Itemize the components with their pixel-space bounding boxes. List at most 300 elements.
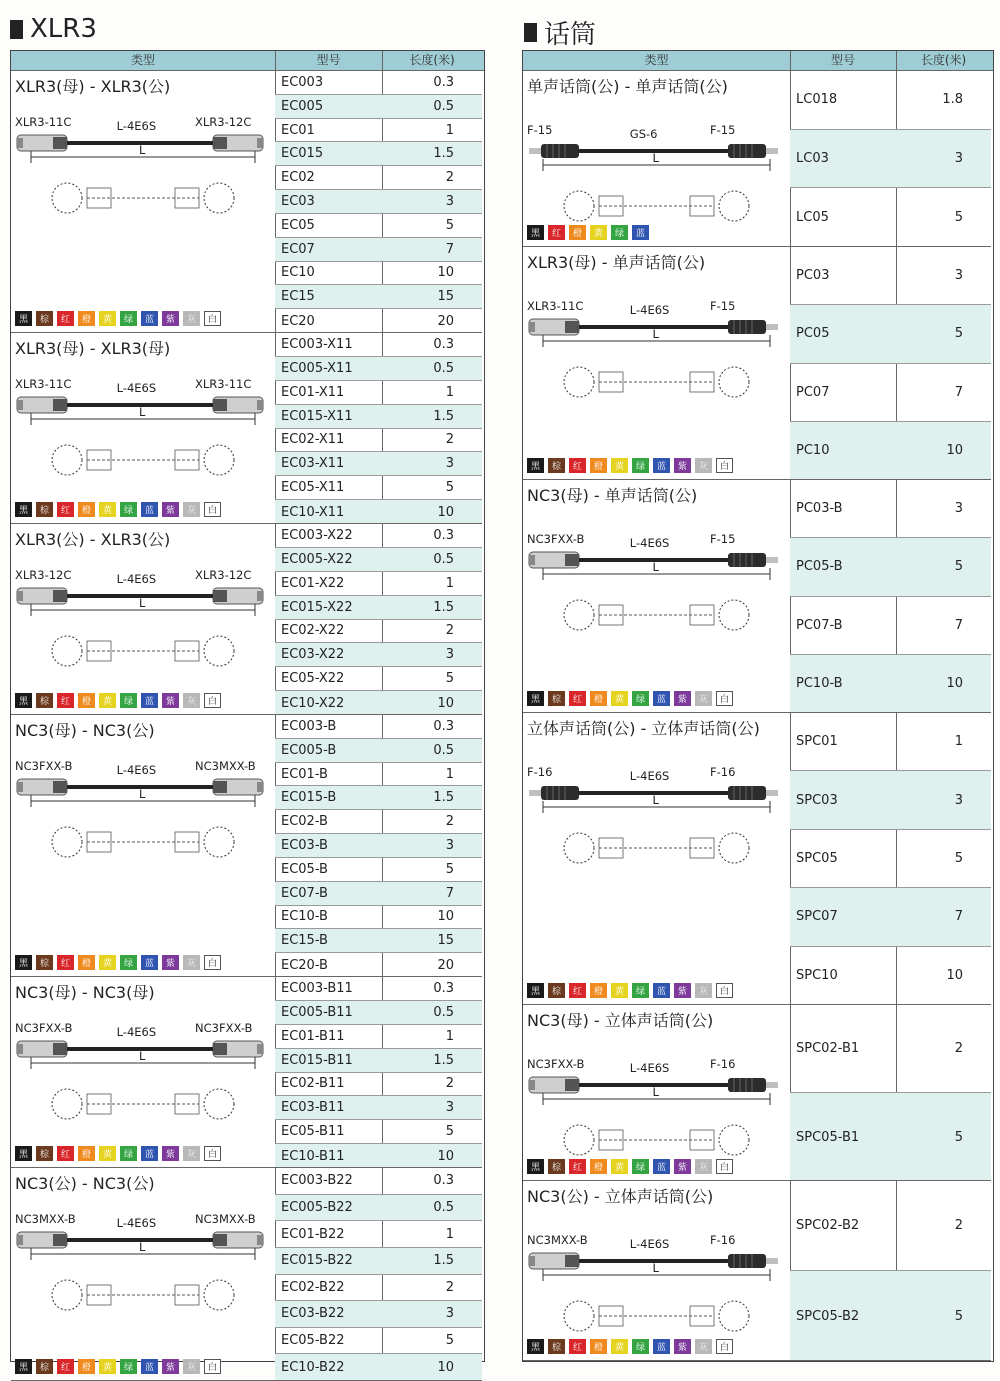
table-row xyxy=(275,1168,482,1195)
color-swatch: 橙 xyxy=(78,955,95,970)
length-value: 0.3 xyxy=(433,1173,454,1189)
length-value: 3 xyxy=(382,834,482,857)
table-header xyxy=(11,51,484,71)
table-row xyxy=(790,1093,991,1181)
table-row xyxy=(790,713,991,771)
model-number: EC05 xyxy=(281,217,315,233)
color-options xyxy=(527,691,733,706)
length-mark: L xyxy=(652,327,659,341)
color-swatch: 绿 xyxy=(120,502,137,517)
column-header: 类型 xyxy=(644,53,669,67)
right-connector-label: XLR3-12C xyxy=(195,115,252,129)
table-row xyxy=(790,305,991,363)
color-swatch: 黑 xyxy=(527,983,544,998)
xlr3-table xyxy=(10,50,485,1376)
left-connector-label: NC3FXX-B xyxy=(15,759,73,773)
color-swatch: 紫 xyxy=(162,502,179,517)
length-value: 7 xyxy=(954,617,963,633)
model-number: EC02-X11 xyxy=(281,432,345,448)
table-row xyxy=(275,596,482,620)
table-row xyxy=(275,906,482,930)
product-group xyxy=(523,713,991,1005)
cable-type-label: L-4E6S xyxy=(116,572,157,586)
length-mark: L xyxy=(652,151,659,165)
color-swatch: 绿 xyxy=(632,983,649,998)
color-swatch: 棕 xyxy=(548,458,565,473)
model-number: EC01-B xyxy=(281,766,328,782)
pin-diagram-icon xyxy=(204,445,234,475)
table-row xyxy=(275,333,482,357)
connector-icon xyxy=(213,588,263,604)
color-swatch: 红 xyxy=(569,458,586,473)
group-title: NC3(公) - 立体声话筒(公) xyxy=(527,1187,714,1206)
connector-icon xyxy=(213,397,263,413)
table-row xyxy=(790,1005,991,1093)
model-number: EC015-B22 xyxy=(275,1248,382,1274)
color-swatch: 红 xyxy=(569,1159,586,1174)
color-swatch: 白 xyxy=(716,1339,733,1354)
model-number: EC01-B11 xyxy=(281,1028,345,1044)
group-title: 立体声话筒(公) - 立体声话筒(公) xyxy=(527,719,760,738)
model-number: EC02 xyxy=(281,170,315,186)
model-number: PC07 xyxy=(796,384,830,400)
length-value: 3 xyxy=(382,452,482,475)
cable-type-label: L-4E6S xyxy=(116,1216,157,1230)
model-number: EC015-B xyxy=(275,786,382,809)
column-header: 长度(米) xyxy=(920,53,967,67)
table-row xyxy=(275,119,482,143)
group-title: NC3(母) - NC3(母) xyxy=(15,983,155,1002)
pin-diagram-icon xyxy=(52,1089,82,1119)
length-value: 3 xyxy=(954,268,963,284)
color-swatch: 黑 xyxy=(15,1146,32,1161)
pin-diagram-icon xyxy=(564,191,594,221)
color-swatch: 橙 xyxy=(590,1339,607,1354)
color-options xyxy=(15,955,221,970)
left-connector-label: F-16 xyxy=(527,765,553,779)
left-connector-label: NC3MXX-B xyxy=(527,1233,588,1247)
pin-diagram-icon xyxy=(719,1125,749,1155)
color-options xyxy=(15,1359,221,1374)
table-row xyxy=(275,739,482,763)
model-number: PC05-B xyxy=(790,538,896,595)
length-value: 1.5 xyxy=(382,786,482,809)
model-number: EC10-B22 xyxy=(275,1354,382,1381)
right-connector-label: XLR3-11C xyxy=(195,377,252,391)
color-swatch: 棕 xyxy=(36,502,53,517)
table-row xyxy=(275,620,482,644)
table-row xyxy=(275,763,482,787)
length-value: 1 xyxy=(445,766,454,782)
model-number: EC005-B xyxy=(275,739,382,762)
color-swatch: 红 xyxy=(57,1146,74,1161)
length-value: 3 xyxy=(382,643,482,666)
color-swatch: 棕 xyxy=(36,1146,53,1161)
table-row xyxy=(790,247,991,305)
model-number: SPC10 xyxy=(796,968,838,984)
length-mark: L xyxy=(139,596,146,610)
color-swatch: 白 xyxy=(204,1146,221,1161)
length-value: 1 xyxy=(445,1028,454,1044)
color-swatch: 黄 xyxy=(99,693,116,708)
table-row xyxy=(275,548,482,572)
color-swatch: 灰 xyxy=(695,691,712,706)
color-swatch: 绿 xyxy=(120,1359,137,1374)
color-swatch: 红 xyxy=(57,1359,74,1374)
pin-diagram-icon xyxy=(719,1301,749,1331)
length-value: 3 xyxy=(382,190,482,213)
connector-icon xyxy=(17,1232,67,1248)
table-row xyxy=(275,929,482,953)
cable-type-label: L-4E6S xyxy=(116,381,157,395)
color-swatch: 紫 xyxy=(162,1359,179,1374)
group-title: NC3(母) - 立体声话筒(公) xyxy=(527,1011,714,1030)
product-group xyxy=(523,1181,991,1361)
table-row xyxy=(275,1096,482,1120)
length-value: 10 xyxy=(382,691,482,715)
color-swatch: 绿 xyxy=(120,1146,137,1161)
length-value: 15 xyxy=(382,929,482,952)
model-number: EC005 xyxy=(275,95,382,118)
length-value: 1 xyxy=(445,575,454,591)
model-number: EC005-B11 xyxy=(275,1001,382,1024)
color-swatch: 黑 xyxy=(527,1159,544,1174)
table-row xyxy=(275,786,482,810)
model-number: EC15 xyxy=(275,285,382,308)
model-number: EC003-X11 xyxy=(281,336,353,352)
color-swatch: 紫 xyxy=(162,693,179,708)
length-value: 10 xyxy=(382,500,482,524)
connector-icon xyxy=(17,135,67,151)
color-swatch: 绿 xyxy=(632,458,649,473)
length-value: 1 xyxy=(954,734,963,750)
color-options xyxy=(527,458,733,473)
length-value: 1 xyxy=(445,1226,454,1242)
model-number: EC03-B11 xyxy=(275,1096,382,1119)
product-group xyxy=(523,1005,991,1181)
color-swatch: 蓝 xyxy=(653,983,670,998)
color-swatch: 红 xyxy=(569,691,586,706)
table-row xyxy=(275,405,482,429)
model-number: EC10 xyxy=(281,265,315,281)
color-swatch: 黄 xyxy=(99,502,116,517)
length-mark: L xyxy=(139,143,146,157)
model-number: EC005-X11 xyxy=(275,357,382,380)
pin-diagram-icon xyxy=(52,183,82,213)
color-swatch: 紫 xyxy=(674,691,691,706)
color-swatch: 紫 xyxy=(674,1339,691,1354)
connector-icon xyxy=(529,1253,579,1269)
table-row xyxy=(275,1354,482,1381)
model-number: EC05-B xyxy=(281,861,328,877)
model-number: EC10-X11 xyxy=(275,500,382,524)
model-number: EC005-B22 xyxy=(275,1195,382,1221)
length-value: 0.5 xyxy=(382,1195,482,1221)
length-value: 5 xyxy=(445,671,454,687)
model-number: EC003-X22 xyxy=(281,527,353,543)
length-value: 5 xyxy=(445,1333,454,1349)
length-value: 2 xyxy=(445,1279,454,1295)
table-row xyxy=(275,190,482,214)
pin-diagram-icon xyxy=(204,1280,234,1310)
length-value: 3 xyxy=(954,501,963,517)
length-value: 0.5 xyxy=(382,1001,482,1024)
table-row xyxy=(275,71,482,95)
color-swatch: 灰 xyxy=(695,1159,712,1174)
length-mark: L xyxy=(139,1240,146,1254)
table-row xyxy=(275,309,482,333)
length-value: 0.3 xyxy=(433,74,454,90)
length-value: 0.5 xyxy=(382,739,482,762)
color-swatch: 黄 xyxy=(99,1146,116,1161)
model-number: PC10-B xyxy=(790,655,896,713)
length-value: 1.5 xyxy=(382,142,482,165)
color-swatch: 灰 xyxy=(183,502,200,517)
color-options xyxy=(527,1339,733,1354)
color-swatch: 灰 xyxy=(183,693,200,708)
length-value: 1.5 xyxy=(382,405,482,428)
pin-diagram-icon xyxy=(204,1089,234,1119)
table-row xyxy=(790,538,991,596)
color-swatch: 橙 xyxy=(569,225,586,240)
color-swatch: 蓝 xyxy=(141,955,158,970)
length-value: 1.5 xyxy=(382,1248,482,1274)
pin-diagram-icon xyxy=(719,600,749,630)
color-swatch: 黑 xyxy=(15,502,32,517)
left-connector-label: NC3FXX-B xyxy=(15,1021,73,1035)
model-number: EC01 xyxy=(281,122,315,138)
model-number: EC10-B11 xyxy=(275,1144,382,1168)
cable-type-label: L-4E6S xyxy=(116,763,157,777)
column-header: 型号 xyxy=(830,53,855,67)
right-connector-label: F-16 xyxy=(710,765,736,779)
xlr3-section-title: XLR3 xyxy=(10,14,97,44)
model-number: EC10-B xyxy=(281,909,328,925)
color-swatch: 棕 xyxy=(36,1359,53,1374)
table-row xyxy=(790,480,991,538)
table-row xyxy=(275,691,482,715)
color-swatch: 紫 xyxy=(162,955,179,970)
length-mark: L xyxy=(652,560,659,574)
color-options xyxy=(15,502,221,517)
right-connector-label: NC3MXX-B xyxy=(195,1212,256,1226)
table-row xyxy=(275,572,482,596)
color-swatch: 红 xyxy=(57,502,74,517)
connector-icon xyxy=(728,553,778,567)
table-row xyxy=(275,524,482,548)
length-value: 2 xyxy=(445,814,454,830)
left-connector-label: NC3FXX-B xyxy=(527,532,585,546)
model-number: SPC02-B2 xyxy=(796,1218,860,1233)
length-mark: L xyxy=(652,1261,659,1275)
table-row xyxy=(275,1049,482,1073)
table-row xyxy=(275,476,482,500)
color-swatch: 绿 xyxy=(632,1159,649,1174)
model-number: PC07-B xyxy=(796,617,843,633)
color-swatch: 橙 xyxy=(590,691,607,706)
group-title: XLR3(公) - XLR3(公) xyxy=(15,530,171,549)
length-value: 5 xyxy=(445,480,454,496)
color-swatch: 红 xyxy=(57,955,74,970)
length-value: 2 xyxy=(445,1076,454,1092)
color-swatch: 橙 xyxy=(590,983,607,998)
connector-icon xyxy=(213,1232,263,1248)
length-value: 5 xyxy=(896,1271,991,1361)
table-row xyxy=(790,888,991,946)
table-row xyxy=(275,452,482,476)
table-header xyxy=(523,51,993,71)
length-value: 10 xyxy=(896,422,991,480)
right-connector-label: F-15 xyxy=(710,123,736,137)
pin-diagram-icon xyxy=(204,827,234,857)
length-value: 7 xyxy=(382,238,482,261)
color-swatch: 白 xyxy=(204,955,221,970)
color-swatch: 白 xyxy=(716,691,733,706)
table-row xyxy=(275,285,482,309)
table-row xyxy=(275,262,482,286)
group-title: 单声话筒(公) - 单声话筒(公) xyxy=(527,77,728,96)
color-swatch: 绿 xyxy=(632,691,649,706)
length-value: 10 xyxy=(896,655,991,713)
left-connector-label: F-15 xyxy=(527,123,553,137)
color-options xyxy=(15,311,221,326)
model-number: SPC07 xyxy=(790,888,896,945)
model-number: EC015-B11 xyxy=(275,1049,382,1072)
model-number: SPC05 xyxy=(796,850,838,866)
group-title: XLR3(母) - XLR3(母) xyxy=(15,339,171,358)
table-row xyxy=(275,643,482,667)
color-swatch: 白 xyxy=(204,693,221,708)
color-swatch: 棕 xyxy=(548,1339,565,1354)
color-swatch: 紫 xyxy=(162,311,179,326)
model-number: PC10 xyxy=(790,422,896,480)
color-swatch: 黑 xyxy=(15,955,32,970)
color-swatch: 蓝 xyxy=(653,1159,670,1174)
connector-icon xyxy=(17,1041,67,1057)
color-swatch: 黄 xyxy=(611,458,628,473)
color-swatch: 橙 xyxy=(78,311,95,326)
length-value: 5 xyxy=(896,1093,991,1181)
pin-diagram-icon xyxy=(204,636,234,666)
color-swatch: 蓝 xyxy=(141,693,158,708)
length-value: 0.3 xyxy=(433,980,454,996)
column-header: 型号 xyxy=(316,53,341,67)
color-options xyxy=(527,1159,733,1174)
color-swatch: 黄 xyxy=(611,691,628,706)
column-header: 类型 xyxy=(130,53,155,67)
connector-icon xyxy=(728,144,778,158)
color-swatch: 黑 xyxy=(15,1359,32,1374)
connector-icon xyxy=(728,320,778,334)
length-value: 10 xyxy=(437,909,454,925)
table-row xyxy=(790,655,991,713)
microphone-section-title: 话筒 xyxy=(524,14,596,51)
table-row xyxy=(790,188,991,247)
connector-icon xyxy=(529,786,579,800)
cable-type-label: L-4E6S xyxy=(116,119,157,133)
table-row xyxy=(790,422,991,480)
model-number: EC05-B22 xyxy=(281,1333,345,1349)
model-number: EC07 xyxy=(275,238,382,261)
right-connector-label: F-15 xyxy=(710,532,736,546)
product-group xyxy=(523,480,991,713)
length-value: 5 xyxy=(954,210,963,226)
table-row xyxy=(275,1248,482,1275)
table-row xyxy=(275,1328,482,1355)
cable-type-label: L-4E6S xyxy=(629,303,670,317)
table-row xyxy=(275,1301,482,1328)
length-value: 3 xyxy=(896,771,991,828)
color-swatch: 蓝 xyxy=(141,1359,158,1374)
table-row xyxy=(275,381,482,405)
color-swatch: 橙 xyxy=(78,1359,95,1374)
color-swatch: 棕 xyxy=(36,955,53,970)
length-value: 0.3 xyxy=(433,336,454,352)
color-swatch: 红 xyxy=(57,693,74,708)
model-number: EC03-B22 xyxy=(275,1301,382,1327)
model-number: EC003 xyxy=(281,74,324,90)
model-number: EC05-X22 xyxy=(281,671,345,687)
model-number: EC03-B xyxy=(275,834,382,857)
model-number: EC003-B xyxy=(281,718,337,734)
color-options xyxy=(527,225,649,240)
color-swatch: 灰 xyxy=(695,1339,712,1354)
length-mark: L xyxy=(652,793,659,807)
color-swatch: 白 xyxy=(716,458,733,473)
color-swatch: 蓝 xyxy=(653,1339,670,1354)
table-row xyxy=(275,1001,482,1025)
color-swatch: 棕 xyxy=(36,693,53,708)
length-value: 0.3 xyxy=(433,718,454,734)
color-swatch: 红 xyxy=(569,983,586,998)
cable-type-label: L-4E6S xyxy=(629,769,670,783)
color-swatch: 灰 xyxy=(695,983,712,998)
model-number: SPC01 xyxy=(796,734,838,750)
column-header: 长度(米) xyxy=(409,53,455,67)
model-number: PC03-B xyxy=(796,501,843,517)
model-number: EC03-X11 xyxy=(275,452,382,475)
right-connector-label: XLR3-12C xyxy=(195,568,252,582)
color-swatch: 橙 xyxy=(590,458,607,473)
color-swatch: 灰 xyxy=(183,955,200,970)
table-row xyxy=(275,858,482,882)
left-connector-label: NC3MXX-B xyxy=(15,1212,76,1226)
color-swatch: 灰 xyxy=(183,1359,200,1374)
model-number: EC07-B xyxy=(275,882,382,905)
length-value: 7 xyxy=(954,384,963,400)
pin-diagram-icon xyxy=(564,1125,594,1155)
group-title: XLR3(母) - XLR3(公) xyxy=(15,77,171,96)
model-number: EC005-X22 xyxy=(275,548,382,571)
model-number: EC003-B11 xyxy=(281,980,353,996)
color-swatch: 红 xyxy=(569,1339,586,1354)
length-value: 0.3 xyxy=(433,527,454,543)
table-row xyxy=(275,500,482,524)
microphone-table xyxy=(522,50,994,1362)
model-number: EC003-B22 xyxy=(281,1173,353,1189)
length-value: 1.5 xyxy=(382,596,482,619)
length-mark: L xyxy=(139,405,146,419)
connector-icon xyxy=(728,1254,778,1268)
connector-icon xyxy=(529,319,579,335)
product-group xyxy=(11,71,482,333)
color-swatch: 黑 xyxy=(527,1339,544,1354)
color-swatch: 黑 xyxy=(527,225,544,240)
model-number: EC01-X11 xyxy=(281,384,345,400)
table-row xyxy=(790,1271,991,1361)
connector-icon xyxy=(17,779,67,795)
length-value: 5 xyxy=(896,305,991,362)
